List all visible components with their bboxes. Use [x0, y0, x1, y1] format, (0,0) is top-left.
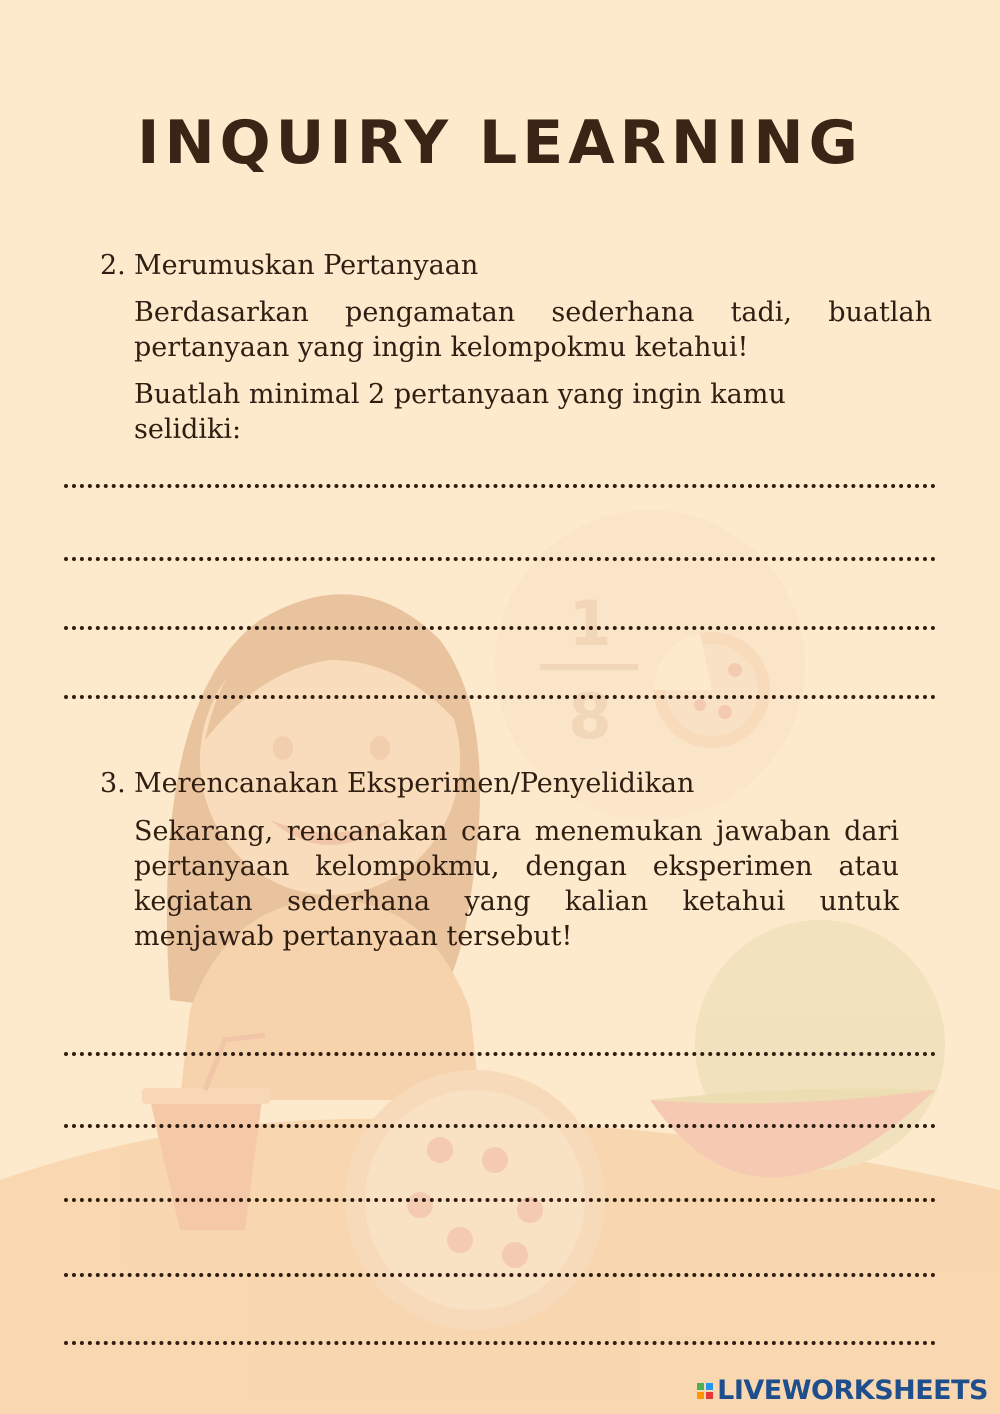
liveworksheets-logo [697, 1375, 988, 1406]
answer-line-3-2[interactable] [64, 1124, 936, 1128]
answer-line-2-4[interactable] [64, 695, 936, 699]
answer-line-3-4[interactable] [64, 1273, 936, 1277]
answer-line-2-2[interactable] [64, 557, 936, 561]
fraction-numerator: 1 [568, 587, 612, 660]
section-3-heading [100, 768, 694, 799]
section-3-number: 3. [100, 768, 126, 799]
section-2-prompt: Buatlah minimal 2 pertanyaan yang ingin kamu selidiki: [134, 379, 786, 445]
section-2-title: Merumuskan Pertanyaan [134, 250, 479, 281]
answer-line-3-5[interactable] [64, 1341, 936, 1345]
answer-line-3-1[interactable] [64, 1052, 936, 1056]
fraction-denominator: 8 [568, 680, 612, 753]
liveworksheets-logo-text: LIVEWORKSHEETS [717, 1375, 988, 1406]
answer-line-2-3[interactable] [64, 626, 936, 630]
answer-line-3-3[interactable] [64, 1198, 936, 1202]
section-3-title: Merencanakan Eksperimen/Penyelidikan [134, 768, 695, 799]
answer-line-2-1[interactable] [64, 484, 936, 488]
section-3-instruction: Sekarang, rencanakan cara menemukan jawaban dari pertanyaan kelompokmu, dengan eksperimen atau kegiatan sederhana yang kalian ketahui untuk menjawab pertanyaan tersebut! [134, 816, 899, 952]
section-2-heading [100, 250, 478, 281]
section-2-instruction: Berdasarkan pengamatan sederhana tadi, buatlah pertanyaan yang ingin kelompokmu ketahui! [134, 297, 932, 363]
section-2-number: 2. [100, 250, 126, 281]
page-title: INQUIRY LEARNING [137, 108, 863, 178]
liveworksheets-logo-icon [697, 1383, 713, 1399]
